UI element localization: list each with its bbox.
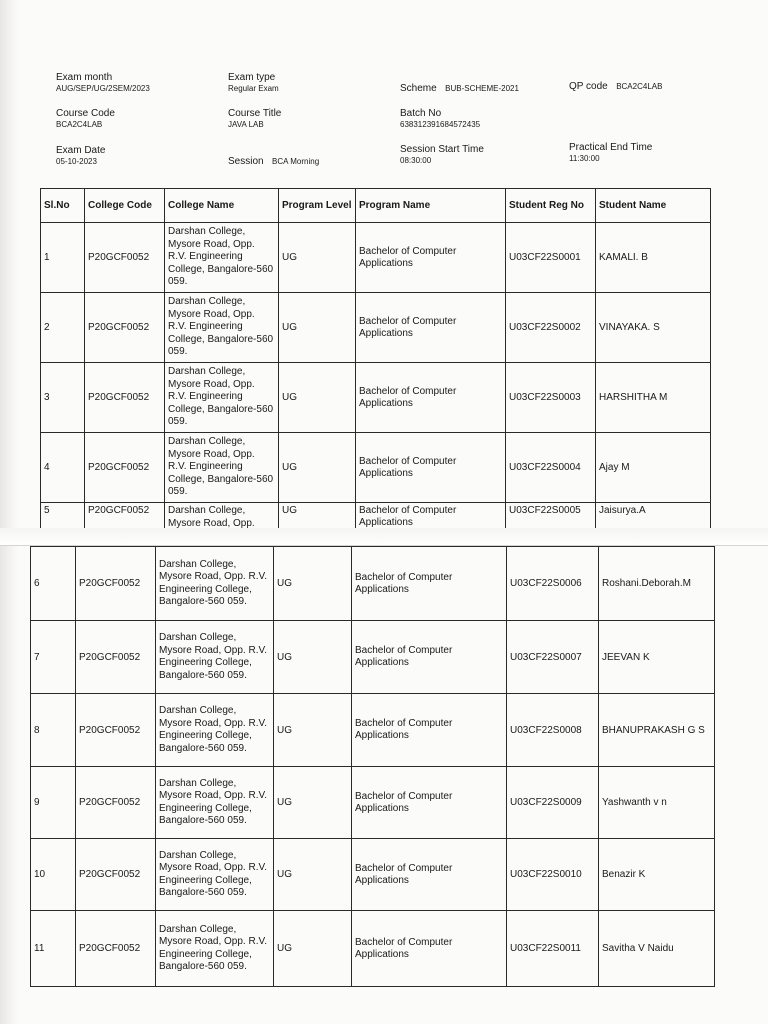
table-row: [41, 433, 711, 503]
scheme-label: Scheme: [400, 83, 437, 94]
cell-program-name: Bachelor of Computer Applications: [356, 363, 506, 433]
table-row: [31, 621, 715, 694]
cell-college-name: Darshan College, Mysore Road, Opp. R.V. Engineering College, Bangalore-560 059.: [156, 547, 274, 621]
cell-student-name: BHANUPRAKASH G S: [599, 694, 715, 767]
cell-student-name: JEEVAN K: [599, 621, 715, 694]
cell-program-name: Bachelor of Computer Applications: [352, 621, 507, 694]
scheme-field: [400, 78, 519, 96]
cell-college-name: Darshan College, Mysore Road, Opp. R.V. Engineering College, Bangalore-560 059.: [156, 767, 274, 839]
cell-program-name: Bachelor of Computer Applications: [356, 433, 506, 503]
cell-program-level: UG: [274, 694, 352, 767]
practical-end-label: Practical End Time: [569, 142, 653, 153]
cell-program-level: UG: [274, 547, 352, 621]
session-label: Session: [228, 156, 264, 167]
cell-college-name: Darshan College, Mysore Road, Opp. R.V. Engineering College, Bangalore-560 059.: [165, 433, 279, 503]
student-table-top: [40, 188, 711, 529]
exam-date-field: [56, 145, 105, 166]
cell-student-name: Roshani.Deborah.M: [599, 547, 715, 621]
cell-reg-no: U03CF22S0011: [507, 911, 599, 987]
header-college-name: College Name: [165, 189, 279, 223]
cell-program-name: Bachelor of Computer Applications: [352, 839, 507, 911]
exam-month-label: Exam month: [56, 72, 113, 83]
practical-end-field: [569, 142, 652, 163]
table-row: [41, 293, 711, 363]
cell-college-name: Darshan College, Mysore Road, Opp. R.V. Engineering College, Bangalore-560 059.: [165, 363, 279, 433]
cell-college-code: P20GCF0052: [85, 293, 165, 363]
cell-program-level: UG: [279, 223, 356, 293]
cell-college-code: P20GCF0052: [76, 911, 156, 987]
cell-reg-no: U03CF22S0010: [507, 839, 599, 911]
table-row: [41, 503, 711, 530]
cell-sl-no: 5: [41, 503, 85, 530]
cell-student-name: Yashwanth v n: [599, 767, 715, 839]
page-fold: [0, 528, 768, 546]
course-title-field: [228, 108, 281, 129]
cell-program-level: UG: [279, 363, 356, 433]
session-start-label: Session Start Time: [400, 144, 484, 155]
cell-sl-no: 1: [41, 223, 85, 293]
cell-college-code: P20GCF0052: [85, 223, 165, 293]
table-row: [31, 839, 715, 911]
cell-student-name: Ajay M: [596, 433, 711, 503]
cell-sl-no: 6: [31, 547, 76, 621]
cell-sl-no: 11: [31, 911, 76, 987]
cell-college-code: P20GCF0052: [76, 767, 156, 839]
cell-program-name: Bachelor of Computer Applications: [352, 694, 507, 767]
cell-reg-no: U03CF22S0003: [506, 363, 596, 433]
cell-sl-no: 10: [31, 839, 76, 911]
cell-sl-no: 3: [41, 363, 85, 433]
cell-program-level: UG: [274, 911, 352, 987]
cell-college-code: P20GCF0052: [76, 839, 156, 911]
session-field: [228, 151, 319, 169]
cell-college-code: P20GCF0052: [76, 547, 156, 621]
qp-code-label: QP code: [569, 81, 608, 92]
cell-college-code: P20GCF0052: [85, 363, 165, 433]
cell-college-code: P20GCF0052: [85, 433, 165, 503]
cell-college-name: Darshan College, Mysore Road, Opp. R.V. Engineering College, Bangalore-560 059.: [156, 839, 274, 911]
cell-student-name: KAMALI. B: [596, 223, 711, 293]
cell-reg-no: U03CF22S0002: [506, 293, 596, 363]
exam-date-value: 05-10-2023: [56, 157, 97, 166]
cell-program-level: UG: [274, 621, 352, 694]
cell-student-name: Benazir K: [599, 839, 715, 911]
cell-program-name: Bachelor of Computer Applications: [356, 503, 506, 530]
cell-program-level: UG: [279, 503, 356, 530]
cell-sl-no: 4: [41, 433, 85, 503]
course-code-value: BCA2C4LAB: [56, 120, 103, 129]
cell-student-name: VINAYAKA. S: [596, 293, 711, 363]
table-row: [41, 363, 711, 433]
table-row: [31, 767, 715, 839]
exam-type-label: Exam type: [228, 72, 276, 83]
cell-program-level: UG: [274, 767, 352, 839]
student-table-bottom: [30, 546, 715, 987]
cell-college-name: Darshan College, Mysore Road, Opp.: [165, 503, 279, 530]
course-title-value: JAVA LAB: [228, 120, 264, 129]
cell-program-name: Bachelor of Computer Applications: [352, 767, 507, 839]
cell-college-code: P20GCF0052: [76, 621, 156, 694]
cell-sl-no: 7: [31, 621, 76, 694]
table-top-section: [40, 188, 712, 529]
cell-sl-no: 8: [31, 694, 76, 767]
header-college-code: College Code: [85, 189, 165, 223]
table-row: [31, 547, 715, 621]
practical-end-value: 11:30:00: [569, 154, 600, 163]
cell-program-level: UG: [279, 293, 356, 363]
page-edge-shadow: [0, 0, 18, 1024]
course-title-label: Course Title: [228, 108, 282, 119]
cell-reg-no: U03CF22S0007: [507, 621, 599, 694]
cell-reg-no: U03CF22S0006: [507, 547, 599, 621]
cell-college-code: P20GCF0052: [85, 503, 165, 530]
course-code-label: Course Code: [56, 108, 115, 119]
session-value: BCA Morning: [272, 157, 320, 166]
table-row: [41, 223, 711, 293]
session-start-field: [400, 144, 484, 165]
header-program-level: Program Level: [279, 189, 356, 223]
header-sl-no: Sl.No: [41, 189, 85, 223]
header-student-name: Student Name: [596, 189, 711, 223]
cell-reg-no: U03CF22S0004: [506, 433, 596, 503]
course-code-field: [56, 108, 115, 129]
cell-student-name: HARSHITHA M: [596, 363, 711, 433]
exam-month-value: AUG/SEP/UG/2SEM/2023: [56, 84, 150, 93]
scheme-value: BUB-SCHEME-2021: [445, 84, 519, 93]
cell-program-name: Bachelor of Computer Applications: [352, 547, 507, 621]
table-row: [31, 694, 715, 767]
header-student-reg-no: Student Reg No: [506, 189, 596, 223]
cell-sl-no: 9: [31, 767, 76, 839]
cell-reg-no: U03CF22S0009: [507, 767, 599, 839]
cell-reg-no: U03CF22S0005: [506, 503, 596, 530]
cell-college-code: P20GCF0052: [76, 694, 156, 767]
cell-college-name: Darshan College, Mysore Road, Opp. R.V. Engineering College, Bangalore-560 059.: [156, 911, 274, 987]
cell-college-name: Darshan College, Mysore Road, Opp. R.V. Engineering College, Bangalore-560 059.: [156, 694, 274, 767]
batch-no-label: Batch No: [400, 108, 442, 119]
exam-type-field: [228, 72, 279, 93]
batch-no-field: [400, 108, 480, 129]
cell-college-name: Darshan College, Mysore Road, Opp. R.V. Engineering College, Bangalore-560 059.: [156, 621, 274, 694]
exam-date-label: Exam Date: [56, 145, 106, 156]
cell-program-level: UG: [274, 839, 352, 911]
cell-student-name: Savitha V Naidu: [599, 911, 715, 987]
cell-program-level: UG: [279, 433, 356, 503]
cell-program-name: Bachelor of Computer Applications: [356, 293, 506, 363]
cell-college-name: Darshan College, Mysore Road, Opp. R.V. Engineering College, Bangalore-560 059.: [165, 293, 279, 363]
cell-college-name: Darshan College, Mysore Road, Opp. R.V. Engineering College, Bangalore-560 059.: [165, 223, 279, 293]
cell-reg-no: U03CF22S0001: [506, 223, 596, 293]
exam-type-value: Regular Exam: [228, 84, 279, 93]
session-start-value: 08:30:00: [400, 156, 432, 165]
batch-no-value: 638312391684572435: [400, 120, 481, 129]
cell-program-name: Bachelor of Computer Applications: [352, 911, 507, 987]
header-program-name: Program Name: [356, 189, 506, 223]
cell-sl-no: 2: [41, 293, 85, 363]
qp-code-field: [569, 76, 662, 94]
table-row: [31, 911, 715, 987]
cell-program-name: Bachelor of Computer Applications: [356, 223, 506, 293]
qp-code-value: BCA2C4LAB: [616, 82, 663, 91]
cell-student-name: Jaisurya.A: [596, 503, 711, 530]
table-header-row: [41, 189, 711, 223]
cell-reg-no: U03CF22S0008: [507, 694, 599, 767]
exam-month-field: [56, 72, 150, 93]
